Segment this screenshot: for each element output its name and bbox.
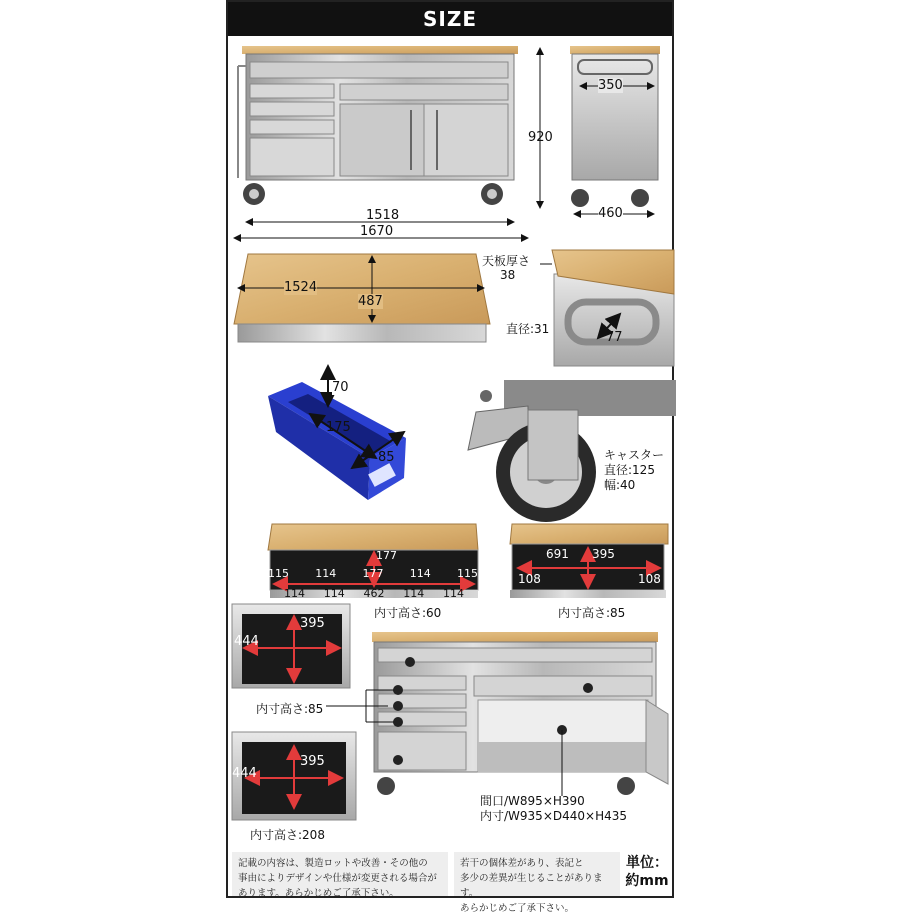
top-drawer-dim: 462 <box>363 587 385 600</box>
handle-closeup <box>540 250 674 366</box>
unit-value: 約mm <box>625 873 669 889</box>
top-drawer-dim: 114 <box>403 587 425 600</box>
wide-drawer-inner-height: 内寸高さ:85 <box>558 606 626 620</box>
wide-drawer-left-label: 108 <box>518 572 541 586</box>
bin-width-label: 85 <box>378 450 395 465</box>
wide-drawer-depth-label: 395 <box>592 547 615 561</box>
open-cabinet-view <box>326 632 668 796</box>
large-drawer-width-label: 444 <box>232 766 257 781</box>
note-line: 多少の差異が生じることがあります。 <box>460 873 603 899</box>
small-drawer-width-label: 444 <box>234 634 259 649</box>
note-line: 若干の個体差があり、表記と <box>460 858 584 869</box>
top-drawer-dim: 177 <box>376 549 397 562</box>
large-drawer-inner-height: 内寸高さ:208 <box>250 828 325 842</box>
handle-width-label: 77 <box>606 330 623 345</box>
wide-drawer-width-label: 691 <box>546 547 569 561</box>
side-top-depth-label: 350 <box>598 78 623 93</box>
board-depth-label: 487 <box>358 294 383 309</box>
note-line: 事由によりデザインや仕様が変更される場合が <box>238 873 437 884</box>
storage-bin <box>268 382 406 500</box>
section-header: SIZE <box>228 2 672 36</box>
unit-label <box>622 854 672 890</box>
large-drawer-depth-label: 395 <box>300 754 325 769</box>
size-infographic <box>226 0 674 914</box>
top-drawer-dim: 114 <box>284 587 305 600</box>
disclaimer-note-right <box>454 852 620 914</box>
caster-diameter: 直径:125 <box>604 463 655 477</box>
front-total-width-label: 1670 <box>360 224 394 239</box>
front-view-cabinet <box>238 46 518 205</box>
note-line: あらかじめご了承下さい。 <box>460 903 575 914</box>
cabinet-opening-label: 間口/W895×H390 <box>480 794 585 808</box>
small-drawer-inner-height: 内寸高さ:85 <box>256 702 324 716</box>
top-drawer-dim: 177 <box>362 567 384 580</box>
board-thickness-value: 38 <box>500 268 516 282</box>
small-drawer-depth-label: 395 <box>300 616 325 631</box>
bin-height-label: 70 <box>332 380 349 395</box>
caster-width: 幅:40 <box>604 478 636 492</box>
top-drawer-row3 <box>284 587 464 600</box>
bin-length-label: 175 <box>326 420 351 435</box>
unit-title: 単位： <box>626 855 668 871</box>
note-line: あります。あらかじめご了承下さい。 <box>238 888 399 899</box>
top-drawer-dim: 114 <box>315 567 337 580</box>
caster-title: キャスター <box>604 448 665 462</box>
side-depth-label: 460 <box>598 206 623 221</box>
top-drawer-dim: 115 <box>457 567 478 580</box>
front-height-label: 920 <box>528 130 553 145</box>
board-thickness-title: 天板厚さ <box>482 254 531 268</box>
side-view-cabinet <box>570 46 660 207</box>
disclaimer-note-left <box>232 852 448 899</box>
wide-drawer-right-label: 108 <box>638 572 661 586</box>
top-drawer-dim: 114 <box>323 587 345 600</box>
board-length-label: 1524 <box>284 280 318 295</box>
top-drawer-dim: 115 <box>268 567 289 580</box>
handle-diameter-label: 直径:31 <box>506 322 550 336</box>
top-drawer-inner-height: 内寸高さ:60 <box>374 606 442 620</box>
note-line: 記載の内容は、製造ロットや改善・その他の <box>238 858 428 869</box>
top-drawer-row2 <box>268 567 478 580</box>
cabinet-interior-label: 内寸/W935×D440×H435 <box>480 809 627 823</box>
front-body-width-label: 1518 <box>366 208 400 223</box>
top-drawer-dim: 114 <box>409 567 431 580</box>
top-drawer-dim: 114 <box>443 587 464 600</box>
